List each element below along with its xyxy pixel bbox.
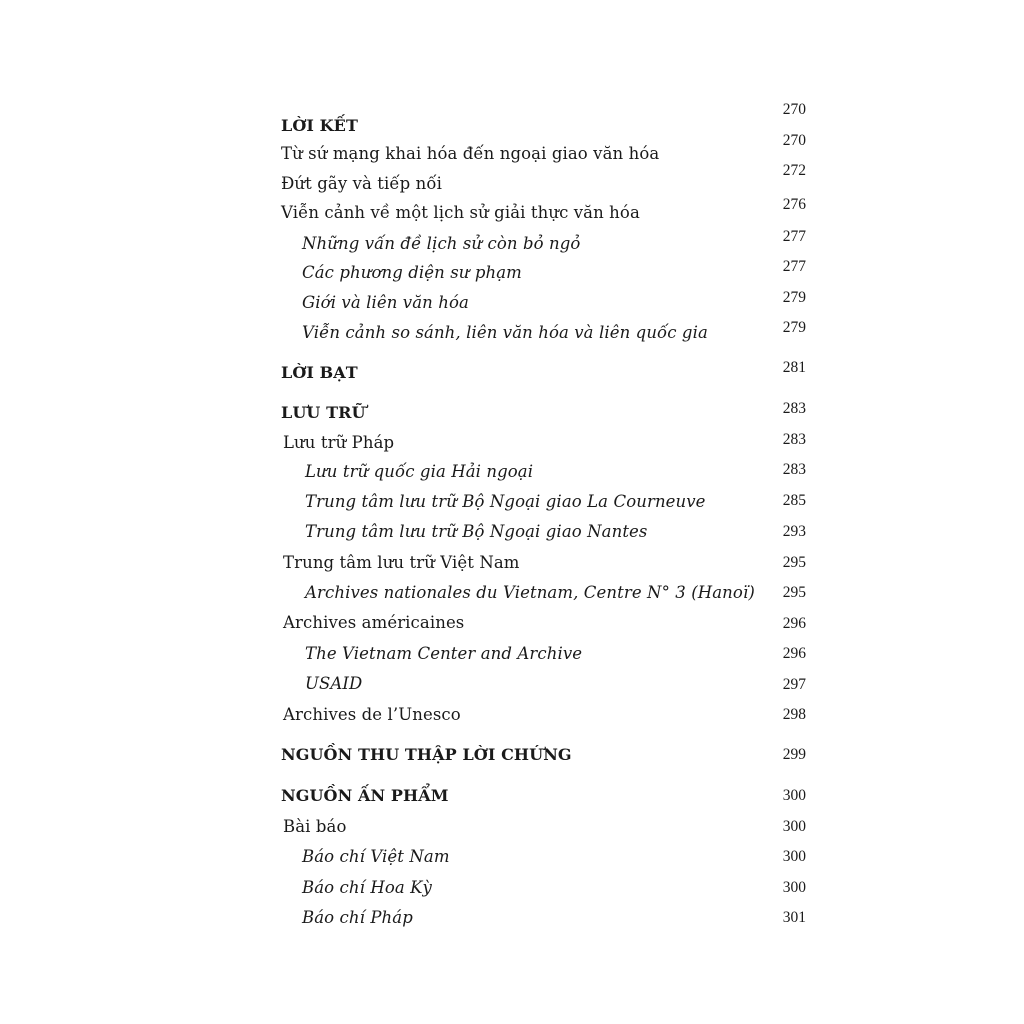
toc-entry-title: Trung tâm lưu trữ Bộ Ngoại giao La Courneuve xyxy=(305,492,706,511)
toc-entry-page: 283 xyxy=(782,431,806,448)
toc-entry-page: 283 xyxy=(782,461,806,478)
toc-entry-page: 285 xyxy=(782,492,806,509)
toc-entry-title: Archives de l’Unesco xyxy=(283,705,461,724)
toc-entry-title: Những vấn đề lịch sử còn bỏ ngỏ xyxy=(302,234,581,253)
toc-entry-title: Lưu trữ Pháp xyxy=(283,433,395,452)
toc-entry xyxy=(0,612,1024,642)
toc-entry xyxy=(0,461,1024,491)
toc-entry-loi-ket xyxy=(0,101,1024,143)
toc-entry-page: 295 xyxy=(782,554,806,571)
toc-entry-title: USAID xyxy=(305,674,363,693)
toc-entry-page: 300 xyxy=(782,848,806,865)
toc-entry xyxy=(0,643,1024,673)
toc-entry-page: 279 xyxy=(782,289,806,306)
toc-entry xyxy=(0,196,1024,232)
toc-entry-page: 299 xyxy=(782,746,806,763)
toc-entry-page: 293 xyxy=(782,523,806,540)
toc-entry-page: 296 xyxy=(782,645,806,662)
toc-entry-title: Bài báo xyxy=(283,817,347,836)
toc-entry-loi-bat xyxy=(0,359,1024,392)
toc-entry-title: LƯU TRỮ xyxy=(281,403,366,422)
toc-entry xyxy=(0,877,1024,907)
toc-entry-title: Lưu trữ quốc gia Hải ngoại xyxy=(305,462,534,481)
toc-entry-title: LỜI KẾT xyxy=(281,116,358,135)
toc-entry-page: 296 xyxy=(782,615,806,632)
toc-entry-title: NGUỒN ẤN PHẨM xyxy=(281,786,449,805)
toc-entry-page: 277 xyxy=(782,228,806,245)
toc-entry-page: 276 xyxy=(782,196,806,213)
toc-entry-page: 300 xyxy=(782,879,806,896)
toc-entry-title: Trung tâm lưu trữ Việt Nam xyxy=(283,553,520,572)
toc-entry-page: 300 xyxy=(782,818,806,835)
toc-entry xyxy=(0,162,1024,203)
toc-entry-nguon-thu-thap xyxy=(0,744,1024,774)
toc-entry-title: Viễn cảnh về một lịch sử giải thực văn hóa xyxy=(281,203,640,222)
toc-entry-title: Viễn cảnh so sánh, liên văn hóa và liên quốc gia xyxy=(302,323,708,342)
toc-entry xyxy=(0,432,1024,462)
toc-entry xyxy=(0,319,1024,352)
toc-entry xyxy=(0,258,1024,292)
toc-entry xyxy=(0,552,1024,582)
toc-entry-title: Giới và liên văn hóa xyxy=(302,293,469,312)
toc-entry-page: 297 xyxy=(782,676,806,693)
toc-entry-title: Từ sứ mạng khai hóa đến ngoại giao văn hóa xyxy=(281,144,660,163)
toc-entry-title: Các phương diện sư phạm xyxy=(302,263,522,282)
toc-entry xyxy=(0,582,1024,612)
toc-entry-title: Báo chí Việt Nam xyxy=(302,847,450,866)
toc-entry-page: 272 xyxy=(782,162,806,179)
toc-entry-page: 295 xyxy=(782,584,806,601)
toc-entry xyxy=(0,289,1024,322)
toc-entry xyxy=(0,228,1024,263)
toc-entry-title: Báo chí Pháp xyxy=(302,908,413,927)
toc-entry xyxy=(0,491,1024,521)
toc-entry-title: Đứt gãy và tiếp nối xyxy=(281,174,442,193)
toc-entry-page: 279 xyxy=(782,319,806,336)
toc-entry-nguon-an-pham xyxy=(0,785,1024,815)
toc-entry xyxy=(0,907,1024,937)
toc-entry-page: 298 xyxy=(782,706,806,723)
toc-entry-title: Archives nationales du Vietnam, Centre N° 3 (Hanoï) xyxy=(305,583,755,602)
toc-entry-page: 301 xyxy=(782,909,806,926)
toc-entry-title: NGUỒN THU THẬP LỜI CHỨNG xyxy=(281,745,572,764)
toc-entry-title: LỜI BẠT xyxy=(281,363,358,382)
toc-entry-title: Archives américaines xyxy=(283,613,465,632)
toc-entry xyxy=(0,704,1024,734)
toc-entry-page: 281 xyxy=(782,359,806,376)
toc-entry xyxy=(0,132,1024,173)
toc-entry-page: 277 xyxy=(782,258,806,275)
toc-entry-page: 283 xyxy=(782,400,806,417)
toc-entry-page: 300 xyxy=(782,787,806,804)
toc-entry xyxy=(0,673,1024,703)
toc-entry xyxy=(0,846,1024,876)
toc-entry-title: Trung tâm lưu trữ Bộ Ngoại giao Nantes xyxy=(305,522,648,541)
toc-entry-page: 270 xyxy=(782,101,806,118)
toc-entry-title: Báo chí Hoa Kỳ xyxy=(302,878,432,897)
toc-entry-luu-tru xyxy=(0,402,1024,432)
toc-entry-page: 270 xyxy=(782,132,806,149)
toc-entry-title: The Vietnam Center and Archive xyxy=(305,644,583,663)
toc-entry xyxy=(0,816,1024,846)
toc-entry xyxy=(0,521,1024,551)
